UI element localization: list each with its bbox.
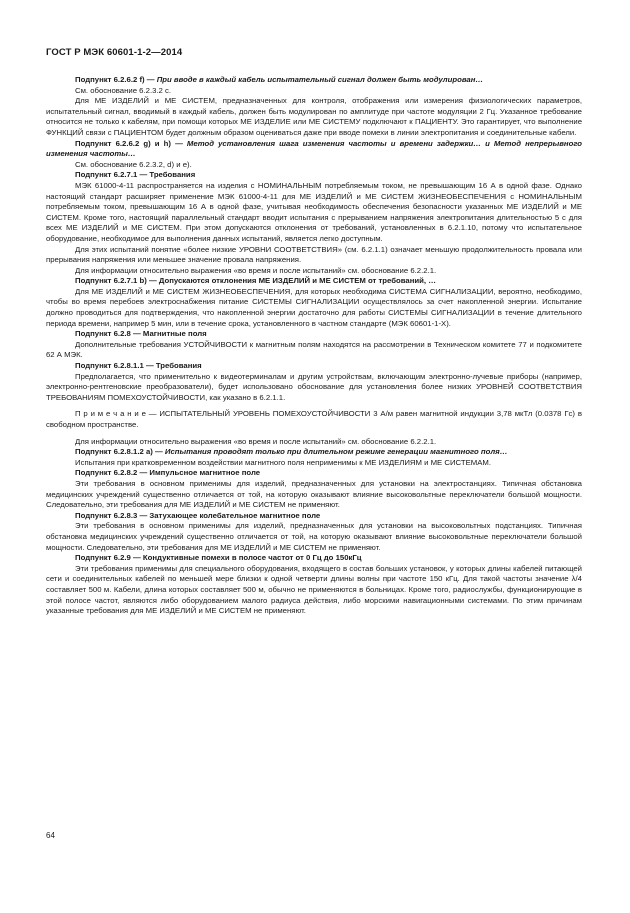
- body-paragraph: [46, 86, 582, 97]
- subclause-heading: [46, 553, 582, 564]
- paragraph-text: Испытания при кратковременном воздействии магнитного поля неприменимы к МЕ ИЗДЕЛИЯМ и МЕ СИСТЕМАМ.: [75, 457, 492, 467]
- document-body: [46, 75, 582, 617]
- quoted-requirement: При вводе в каждый кабель испытательный сигнал должен быть модулирован…: [154, 75, 484, 84]
- body-paragraph: [46, 181, 582, 245]
- subclause-heading: [46, 170, 582, 181]
- document-header: ГОСТ Р МЭК 60601-1-2—2014: [46, 47, 183, 58]
- subclause-heading: [46, 447, 582, 458]
- subclause-heading: [46, 468, 582, 479]
- subclause-heading: [46, 276, 582, 287]
- paragraph-text: См. обоснование 6.2.3.2, d) и e).: [75, 159, 192, 169]
- subclause-title: Подпункт 6.2.8.2 — Импульсное магнитное поле: [75, 468, 261, 478]
- body-paragraph: [46, 266, 582, 277]
- body-paragraph: [46, 564, 582, 617]
- page-number: 64: [46, 831, 55, 840]
- body-paragraph: [46, 96, 582, 138]
- paragraph-text: Для МЕ ИЗДЕЛИЙ и МЕ СИСТЕМ, предназначенных для контроля, отображения или измерения физиологических параметров, испытательный сигнал, вводимый в каждый кабель, должен быть модулирован по амплитуде при частоте модуляции 2 Гц. Указанное требование относится не только к кабелям, при помощи которых МЕ ИЗДЕЛИЕ или МЕ СИСТЕМУ подключают к ПАЦИЕНТУ. Это гарантирует, что выполнение ФУНКЦИЙ связи с ПАЦИЕНТОМ будет должным образом оцениваться даже при вводе помехи в линии электропитания и соединительные кабели.: [46, 96, 582, 137]
- subclause-title: Подпункт 6.2.7.1 b) — Допускаются отклонения МЕ ИЗДЕЛИЙ и МЕ СИСТЕМ от требований, …: [75, 276, 436, 286]
- body-paragraph: [46, 372, 582, 404]
- paragraph-text: Дополнительные требования УСТОЙЧИВОСТИ к магнитным полям находятся на рассмотрении в Техническом комитете 77 и подкомитете 62 А МЭК.: [46, 339, 582, 360]
- body-paragraph: [46, 287, 582, 329]
- paragraph-text: Эти требования в основном применимы для изделий, предназначенных для установки на электростанциях. Типичная обстановка медицинских учреждений существенно отличается от той, на которую оказывают влияние высоковольтные переключатели большой мощности. Следовательно, эти требования для МЕ ИЗДЕЛИЙ и МЕ СИСТЕМ не применяют.: [46, 478, 582, 510]
- subclause-heading: [46, 139, 582, 160]
- subclause-heading: [46, 511, 582, 522]
- subclause-title: Подпункт 6.2.7.1 — Требования: [75, 170, 196, 180]
- body-paragraph: [46, 245, 582, 266]
- subclause-title: Подпункт 6.2.9 — Кондуктивные помехи в полосе частот от 0 Гц до 150кГц: [75, 553, 362, 563]
- body-paragraph: [46, 409, 582, 430]
- body-paragraph: [46, 340, 582, 361]
- subclause-title: Подпункт 6.2.8.3 — Затухающее колебательное магнитное поле: [75, 510, 321, 520]
- paragraph-text: См. обоснование 6.2.3.2 c.: [75, 85, 172, 95]
- subclause-title: Подпункт 6.2.8.1.1 — Требования: [75, 361, 202, 371]
- quoted-requirement: Метод установления шага изменения частоты и времени задержки… и Метод непрерывного изменения частоты…: [46, 138, 582, 159]
- paragraph-text: Для этих испытаний понятие «более низкие УРОВНИ СООТВЕТСТВИЯ» (см. 6.2.1.1) означает меньшую продолжительность провала или прерывания напряжения или меньшее значение провала напряжения.: [46, 244, 582, 265]
- quoted-requirement: Испытания проводят только при длительном режиме генерации магнитного поля…: [162, 447, 508, 457]
- body-paragraph: [46, 160, 582, 171]
- paragraph-text: Эти требования в основном применимы для изделий, предназначенных для установки на высоковольтных подстанциях. Типичная обстановка медицинских учреждений существенно отличается от той, на которую оказывают влияние высоковольтные переключатели большой мощности. Следовательно, эти требования для МЕ ИЗДЕЛИЙ и МЕ СИСТЕМ не применяют.: [46, 521, 582, 552]
- paragraph-text: Для МЕ ИЗДЕЛИЙ и МЕ СИСТЕМ ЖИЗНЕОБЕСПЕЧЕНИЯ, для которых необходима СИСТЕМА СИГНАЛИЗАЦИИ, вероятно, необходимо, чтобы во время перебоев электроснабжения питание СИСТЕМЫ СИГНАЛИЗАЦИИ осуществлялось за счет накопленной энергии. Испытание должно проводиться для подтверждения, что накопленной энергии достаточно для работы СИСТЕМЫ СИГНАЛИЗАЦИИ в течение длительного периода времени, например 5 мин, или в течение срока, установленного в частном стандарте (МЭК 60601-1-Х).: [46, 286, 582, 328]
- body-paragraph: [46, 479, 582, 511]
- subclause-heading: [46, 75, 582, 86]
- paragraph-text: Для информации относительно выражения «во время и после испытаний» см. обоснование 6.2.2.1.: [75, 265, 437, 275]
- paragraph-text: П р и м е ч а н и е — ИСПЫТАТЕЛЬНЫЙ УРОВЕНЬ ПОМЕХОУСТОЙЧИВОСТИ 3 А/м равен магнитной индукции 3,78 мкТл (0.0378 Гс) в свободном пространстве.: [46, 409, 582, 429]
- subclause-title: Подпункт 6.2.6.2 f) —: [75, 75, 155, 84]
- subclause-title: Подпункт 6.2.8.1.2 a) —: [75, 447, 163, 457]
- paragraph-text: Предполагается, что применительно к видеотерминалам и другим устройствам, включающим электронно-лучевые приборы (например, электронно-рентгеновские преобразователи), будет использовано обоснование для установления более низких УРОВНЕЙ СООТВЕТСТВИЯ ТРЕБОВАНИЯМ ПОМЕХОУСТОЙЧИВОСТИ, как указано в 6.2.1.1.: [46, 371, 582, 402]
- body-paragraph: [46, 521, 582, 553]
- subclause-title: Подпункт 6.2.8 — Магнитные поля: [75, 329, 207, 339]
- paragraph-text: МЭК 61000-4-11 распространяется на изделия с НОМИНАЛЬНЫМ потребляемым током, не превышающим 16 А в одной фазе. Однако настоящий стандарт расширяет применение МЭК 61000-4-11 для МЕ ИЗДЕЛИЙ и МЕ СИСТЕМ ЖИЗНЕОБЕСПЕЧЕНИЯ с НОМИНАЛЬНЫМ потребляемым током, превышающим 16 А в одной фазе, учитывая необходимость обеспечения безопасности указанных МЕ ИЗДЕЛИЙ и МЕ СИСТЕМ. Кроме того, настоящий параллельный стандарт вводит испытания с прерыванием напряжения электропитания длительностью 5 с для всех МЕ ИЗДЕЛИЙ и МЕ СИСТЕМ. При этом допускаются отклонения от требований, установленных в 6.2.1.10, потому что испытательное оборудование, необходимое для выполнения данных испытаний, является легко доступным.: [46, 180, 582, 243]
- paragraph-text: Для информации относительно выражения «во время и после испытаний» см. обоснование 6.2.2.1.: [75, 436, 437, 446]
- body-paragraph: [46, 437, 582, 448]
- paragraph-text: Эти требования применимы для специального оборудования, входящего в состав больших установок, у которых длины кабелей питающей сети и соединительных кабелей по меньшей мере близки к одной четверти длины волны при частоте 150 кГц. Для такой частоты значение λ/4 составляет 500 м. Кабели, длина которых составляет 500 м, обычно не применяются в больницах. Кроме того, радиослужбы, функционирующие в этой полосе частот, являются либо оборудованием малого радиуса действия, либо морскими навигационными системами. По этим причинам указанные требования для МЕ ИЗДЕЛИЙ и МЕ СИСТЕМ не применяют.: [46, 563, 582, 616]
- subclause-title: Подпункт 6.2.6.2 g) и h) —: [75, 138, 183, 148]
- subclause-heading: [46, 361, 582, 372]
- body-paragraph: [46, 458, 582, 469]
- subclause-heading: [46, 329, 582, 340]
